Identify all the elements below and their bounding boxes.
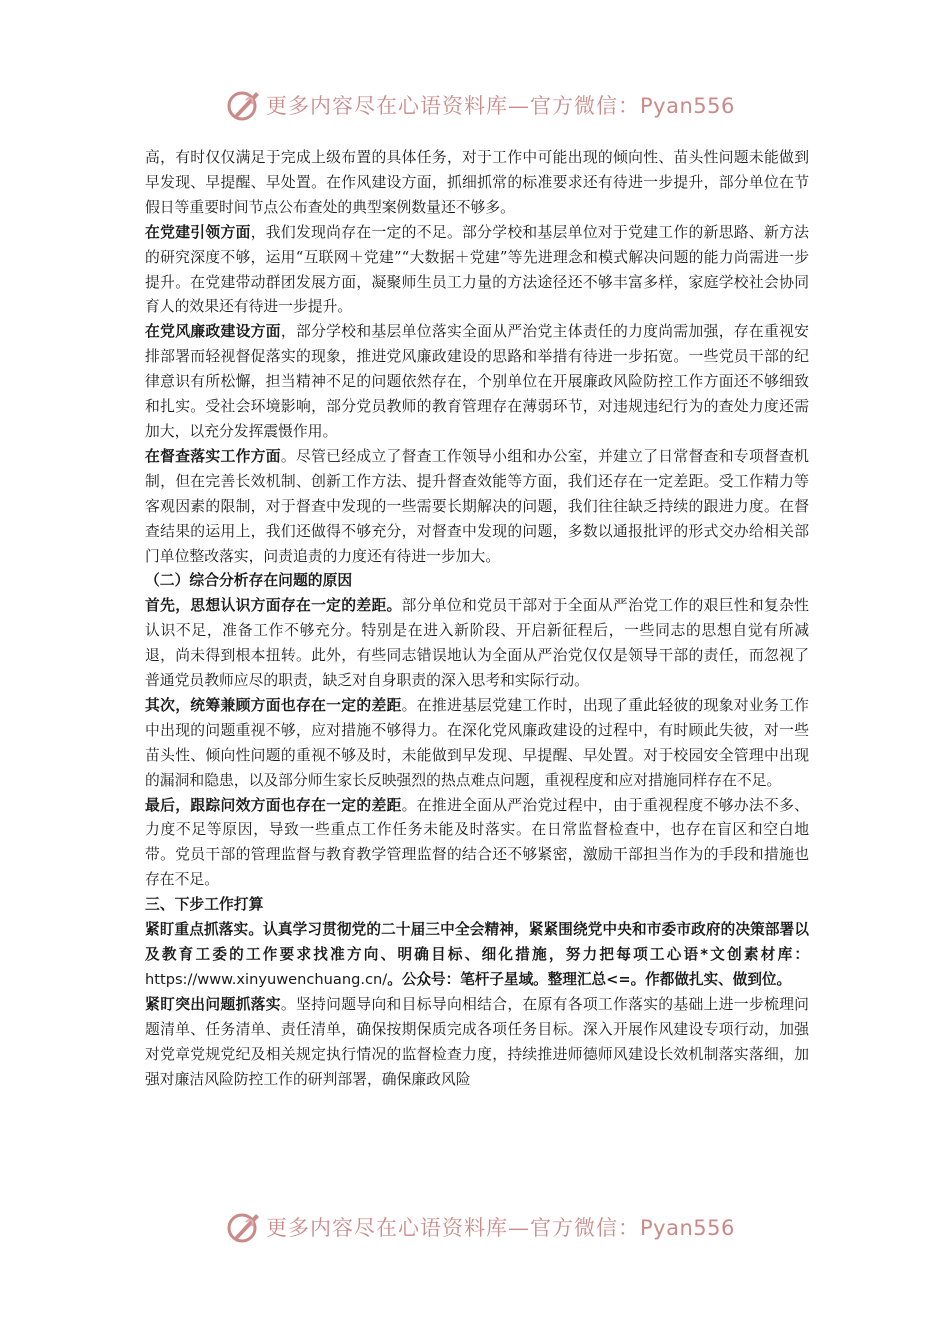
banner-text: 更多内容尽在心语资料库—官方微信：Pyan556 [266, 94, 735, 118]
pen-logo-icon [226, 1208, 262, 1244]
paragraph: 在督查落实工作方面。尽管已经成立了督查工作领导小组和办公室，并建立了日常督查和专项督查机制，但在完善长效机制、创新工作方法、提升督查效能等方面，我们还存在一定差距。受工作精力等客观因素的限制，对于督查中发现的一些需要长期解决的问题，我们往往缺乏持续的跟进力度。在督查结果的运用上，我们还做得不够充分，对督查中发现的问题，多数以通报批评的形式交办给相关部门单位整改落实，问责追责的力度还有待进一步加大。 [145, 447, 809, 565]
paragraph: 高，有时仅仅满足于完成上级布置的具体任务，对于工作中可能出现的倾向性、苗头性问题未能做到早发现、早提醒、早处置。在作风建设方面，抓细抓常的标准要求还有待进一步提升，部分单位在节假日等重要时间节点公布查处的典型案例数量还不够多。 [145, 149, 809, 216]
section-heading: （二）综合分析存在问题的原因 [145, 572, 353, 590]
paragraph: 在党风廉政建设方面，部分学校和基层单位落实全面从严治党主体责任的力度尚需加强，存在重视安排部署而轻视督促落实的现象，推进党风廉政建设的思路和举措有待进一步拓宽。一些党员干部的纪律意识有所松懈，担当精神不足的问题依然存在，个别单位在开展廉政风险防控工作方面还不够细致和扎实。受社会环境影响，部分党员教师的教育管理存在薄弱环节，对违规违纪行为的查处力度还需加大，以充分发挥震慑作用。 [145, 323, 809, 440]
paragraph: 其次，统筹兼顾方面也存在一定的差距。在推进基层党建工作时，出现了重此轻彼的现象对业务工作中出现的问题重视不够，应对措施不够得力。在深化党风廉政建设的过程中，有时顾此失彼，对一些苗头性、倾向性问题的重视不够及时，未能做到早发现、早提醒、早处置。对于校园安全管理中出现的漏洞和隐患，以及部分师生家长反映强烈的热点难点问题，重视程度和应对措施同样存在不足。 [145, 696, 809, 789]
paragraph: 在党建引领方面，我们发现尚存在一定的不足。部分学校和基层单位对于党建工作的新思路、新方法的研究深度不够，运用“互联网＋党建”“大数据＋党建”等先进理念和模式解决问题的能力尚需进一步提升。在党建带动群团发展方面，凝聚师生员工力量的方法途径还不够丰富多样，家庭学校社会协同育人的效果还有待进一步提升。 [145, 223, 809, 316]
footer-banner [0, 1206, 950, 1246]
url-text: https://www.xinyuwenchuang.cn/ [145, 970, 388, 988]
header-banner [0, 84, 950, 124]
paragraph: 紧盯重点抓落实。认真学习贯彻党的二十届三中全会精神，紧紧围绕党中央和市委市政府的决策部署以及教育工委的工作要求找准方向、明确目标、细化措施，努力把每项工心语*文创素材库：https://www.xinyuwenchuang.cn/。公众号：笔杆子星域。整理汇总<=。作都做扎实、做到位。 [145, 921, 809, 988]
banner-text: 更多内容尽在心语资料库—官方微信：Pyan556 [266, 1216, 735, 1240]
paragraph: 最后，跟踪问效方面也存在一定的差距。在推进全面从严治党过程中，由于重视程度不够办法不多、力度不足等原因，导致一些重点工作任务未能及时落实。在日常监督检查中，也存在盲区和空白地带。党员干部的管理监督与教育教学管理监督的结合还不够紧密，激励干部担当作为的手段和措施也存在不足。 [145, 796, 809, 889]
pen-logo-icon [226, 86, 262, 122]
paragraph: 首先，思想认识方面存在一定的差距。部分单位和党员干部对于全面从严治党工作的艰巨性和复杂性认识不足，准备工作不够充分。特别是在进入新阶段、开启新征程后，一些同志的思想自觉有所减退，尚未得到根本扭转。此外，有些同志错误地认为全面从严治党仅仅是领导干部的责任，而忽视了普通党员教师应尽的职责，缺乏对自身职责的深入思考和实际行动。 [145, 597, 809, 690]
paragraph: 紧盯突出问题抓落实。坚持问题导向和目标导向相结合，在原有各项工作落实的基础上进一步梳理问题清单、任务清单、责任清单，确保按期保质完成各项任务目标。深入开展作风建设专项行动，加强对党章党规党纪及相关规定执行情况的监督检查力度，持续推进师德师风建设长效机制落实落细，加强对廉洁风险防控工作的研判部署，确保廉政风险 [145, 995, 809, 1088]
document-body [145, 146, 809, 1092]
section-heading: 三、下步工作打算 [145, 896, 264, 914]
